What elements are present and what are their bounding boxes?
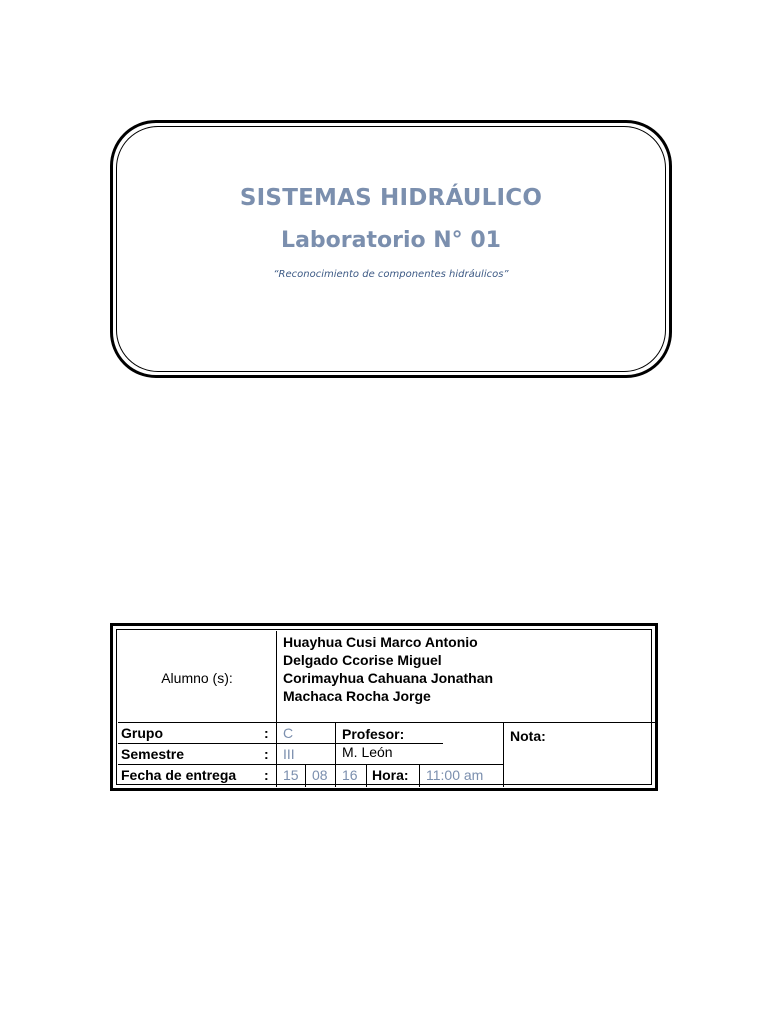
student-name-2: Delgado Ccorise Miguel xyxy=(283,652,442,668)
delivery-date-label: Fecha de entrega xyxy=(121,767,237,783)
delivery-year: 16 xyxy=(342,767,358,783)
student-info-table xyxy=(110,623,658,791)
divider-semester-row xyxy=(118,764,503,765)
professor-label: Profesor: xyxy=(342,726,405,742)
divider-students-row xyxy=(118,722,655,723)
document-title: SISTEMAS HIDRÁULICO xyxy=(239,185,543,211)
divider-group-row xyxy=(118,743,443,744)
semester-label: Semestre xyxy=(121,746,185,762)
divider-hour-label xyxy=(419,764,420,787)
delivery-month: 08 xyxy=(312,767,328,783)
divider-year-hour xyxy=(366,764,367,787)
lab-number: Laboratorio N° 01 xyxy=(281,228,501,253)
semester-colon: : xyxy=(264,746,269,762)
title-box xyxy=(110,120,672,378)
delivery-day: 15 xyxy=(283,767,299,783)
delivery-date-colon: : xyxy=(264,767,269,783)
lab-subtitle: “Reconocimiento de componentes hidráulicos” xyxy=(273,269,509,280)
student-name-3: Corimayhua Cahuana Jonathan xyxy=(283,670,494,686)
group-colon: : xyxy=(264,725,269,741)
students-label: Alumno (s): xyxy=(161,670,233,686)
student-name-1: Huayhua Cusi Marco Antonio xyxy=(283,634,478,650)
grade-label: Nota: xyxy=(510,728,546,744)
professor-name: M. León xyxy=(342,744,393,760)
group-label: Grupo xyxy=(121,725,163,741)
student-name-4: Machaca Rocha Jorge xyxy=(283,688,431,704)
divider-professor-left xyxy=(335,722,336,787)
hour-value: 11:00 am xyxy=(426,767,484,783)
divider-day-month xyxy=(305,764,306,787)
hour-label: Hora: xyxy=(372,767,409,783)
divider-grade-column xyxy=(503,722,504,787)
group-value: C xyxy=(283,725,294,741)
semester-value: III xyxy=(283,746,295,762)
